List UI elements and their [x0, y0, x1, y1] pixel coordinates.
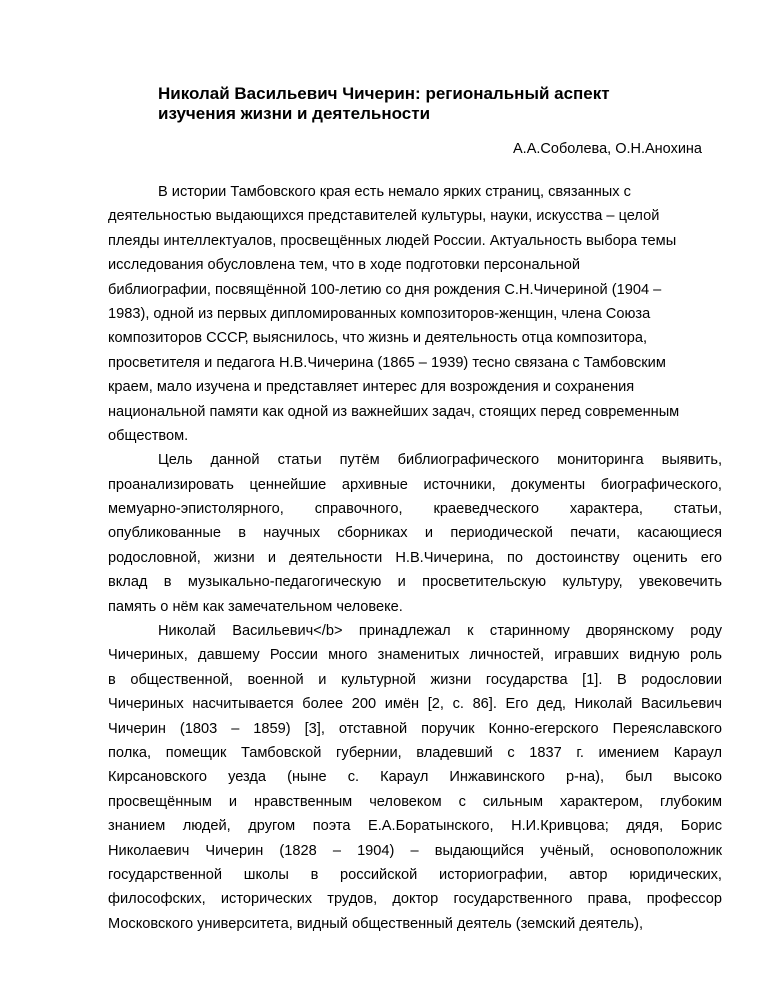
- article-body: [108, 180, 722, 936]
- paragraph-line: Чичериных, давшему России много знаменитых личностей, игравших видную роль: [108, 647, 722, 664]
- paragraph-line: в общественной, военной и культурной жизни государства [1]. В родословии: [108, 671, 722, 688]
- paragraph-line: просвещённым и нравственным человеком с сильным характером, глубоким: [108, 793, 722, 810]
- paragraph-line: мемуарно-эпистолярного, справочного, краеведческого характера, статьи,: [108, 501, 722, 518]
- paragraph: [108, 180, 722, 448]
- paragraph-line: философских, исторических трудов, доктор государственного права, профессор: [108, 891, 722, 908]
- paragraph-line: библиографии, посвящённой 100-летию со дня рождения С.Н.Чичериной (1904 –: [108, 281, 662, 298]
- paragraph-line: государственной школы в российской историографии, автор юридических,: [108, 866, 722, 883]
- paragraph-line: память о нём как замечательном человеке.: [108, 598, 403, 615]
- paragraph: [108, 619, 722, 936]
- paragraph-line: 1983), одной из первых дипломированных композиторов-женщин, члена Союза: [108, 305, 651, 322]
- paragraph-line: Чичерин (1803 – 1859) [3], отставной поручик Конно-егерского Переяславского: [108, 720, 722, 737]
- paragraph-line: полка, помещик Тамбовской губернии, владевший с 1837 г. имением Караул: [108, 744, 722, 761]
- paragraph-line: Николаевич Чичерин (1828 – 1904) – выдающийся учёный, основоположник: [108, 842, 722, 859]
- paragraph-line: исследования обусловлена тем, что в ходе подготовки персональной: [108, 257, 581, 274]
- paragraph-line: национальной памяти как одной из важнейших задач, стоящих перед современным: [108, 403, 680, 420]
- title-line-2: изучения жизни и деятельности: [158, 104, 431, 123]
- paragraph-line: Московского университета, видный общественный деятель (земский деятель),: [108, 915, 644, 932]
- paragraph-line: плеяды интеллектуалов, просвещённых людей России. Актуальность выбора темы: [108, 232, 677, 249]
- paragraph-line: композиторов СССР, выяснилось, что жизнь и деятельность отца композитора,: [108, 330, 648, 347]
- paragraph-line: вклад в музыкально-педагогическую и просветительскую культуру, увековечить: [108, 574, 722, 591]
- paragraph: [108, 448, 722, 619]
- paragraph-line: Николай Васильевич</b> принадлежал к старинному дворянскому роду: [158, 623, 722, 640]
- article-title: [158, 84, 678, 124]
- paragraph-line: просветителя и педагога Н.В.Чичерина (1865 – 1939) тесно связана с Тамбовским: [108, 354, 666, 371]
- paragraph-line: опубликованные в научных сборниках и периодической печати, касающиеся: [108, 525, 722, 542]
- paragraph-line: В истории Тамбовского края есть немало ярких страниц, связанных с: [158, 184, 631, 200]
- paragraph-line: деятельностью выдающихся представителей культуры, науки, искусства – целой: [108, 208, 660, 225]
- title-line-1: Николай Васильевич Чичерин: региональный аспект: [158, 84, 610, 103]
- paragraph-line: Кирсановского уезда (ныне с. Караул Инжавинского р-на), был высоко: [108, 769, 722, 786]
- paragraph-line: знанием людей, другом поэта Е.А.Боратынского, Н.И.Кривцова; дядя, Борис: [108, 818, 722, 835]
- paragraph-line: краем, мало изучена и представляет интерес для возрождения и сохранения: [108, 379, 635, 396]
- paragraph-line: проанализировать ценнейшие архивные источники, документы биографического,: [108, 476, 722, 493]
- paragraph-line: Цель данной статьи путём библиографического мониторинга выявить,: [158, 452, 722, 469]
- paragraph-line: обществом.: [108, 427, 189, 444]
- paragraph-line: родословной, жизни и деятельности Н.В.Чичерина, по достоинству оценить его: [108, 549, 722, 566]
- paragraph-line: Чичериных насчитывается более 200 имён [2, с. 86]. Его дед, Николай Васильевич: [108, 696, 722, 713]
- article-authors: А.А.Соболева, О.Н.Анохина: [513, 141, 702, 157]
